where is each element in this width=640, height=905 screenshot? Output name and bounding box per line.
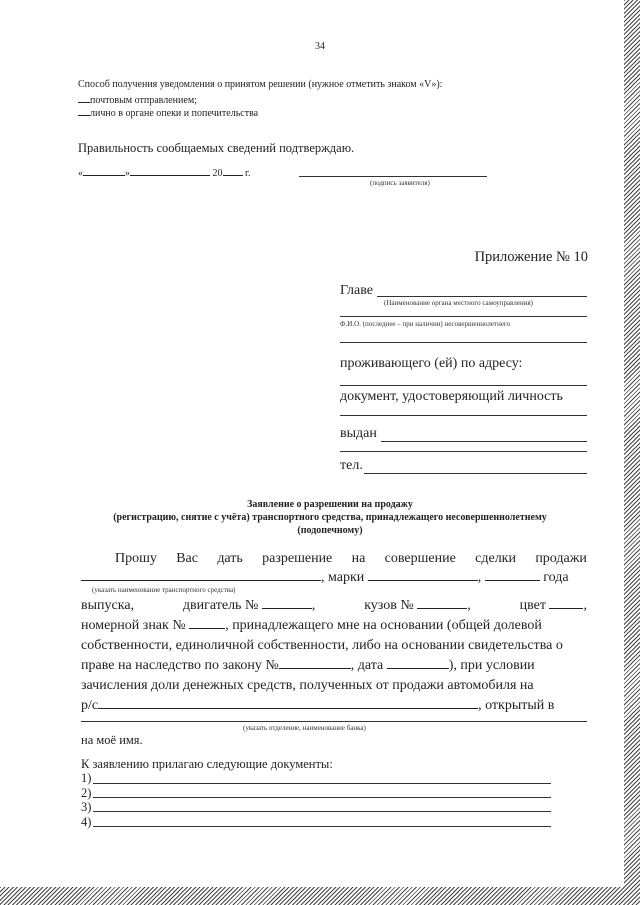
engine-label: двигатель № bbox=[182, 598, 259, 613]
body-line-5: собственности, единоличной собственности, либо на основании свидетельства о bbox=[81, 638, 563, 653]
word: продажи bbox=[535, 551, 587, 566]
phone-field[interactable] bbox=[364, 473, 587, 474]
comma: , bbox=[477, 570, 482, 585]
issued-field[interactable] bbox=[381, 441, 587, 442]
bank-hint: (указать отделение, наименование банка) bbox=[243, 724, 366, 732]
month-field[interactable] bbox=[130, 166, 210, 176]
signature-line[interactable] bbox=[299, 176, 487, 177]
ownership-text: , принадлежащего мне на основании (общей долевой bbox=[225, 618, 542, 633]
word: Прошу bbox=[115, 551, 157, 566]
inheritance-label: праве на наследство по закону № bbox=[81, 658, 279, 673]
issued-field-2[interactable] bbox=[340, 451, 587, 452]
vehicle-name-field[interactable] bbox=[81, 571, 321, 581]
attachment-4-field[interactable] bbox=[93, 826, 551, 827]
notify-option-mail[interactable] bbox=[78, 93, 197, 106]
year-made-field[interactable] bbox=[485, 571, 540, 581]
word: разрешение bbox=[262, 551, 333, 566]
plate-label: номерной знак № bbox=[81, 618, 186, 633]
attachment-4-label: 4) bbox=[81, 815, 92, 829]
marka-field[interactable] bbox=[368, 571, 478, 581]
checkbox-personal-line[interactable] bbox=[78, 106, 90, 116]
attachments-title: К заявлению прилагаю следующие документы: bbox=[81, 757, 333, 771]
page-number: 34 bbox=[315, 41, 325, 52]
year-field[interactable] bbox=[223, 166, 243, 176]
residing-label: проживающего (ей) по адресу: bbox=[340, 356, 523, 371]
word: на bbox=[351, 551, 366, 566]
statement-title: Заявление о разрешении на продажу bbox=[247, 499, 413, 510]
notify-option-personal-label: лично в органе опеки и попечительства bbox=[90, 108, 259, 119]
body-number-field[interactable] bbox=[417, 599, 467, 609]
account-field[interactable] bbox=[98, 699, 478, 709]
checkbox-mail-line[interactable] bbox=[78, 93, 90, 103]
account-label: р/с bbox=[81, 698, 99, 713]
organ-field[interactable] bbox=[377, 296, 587, 297]
my-name-text: на моё имя. bbox=[81, 733, 143, 747]
body-line-4 bbox=[81, 618, 542, 634]
color-label: цвет bbox=[519, 598, 546, 613]
organ-hint: (Наименование органа местного самоуправления) bbox=[384, 299, 534, 307]
id-document-label: документ, удостоверяющий личность bbox=[340, 389, 563, 404]
fio-hint: Ф.И.О. (последнее – при наличии) несовершеннолетнего bbox=[340, 320, 511, 328]
id-document-field[interactable] bbox=[340, 415, 587, 416]
attachment-2-label: 2) bbox=[81, 786, 92, 800]
head-label: Главе bbox=[340, 283, 373, 298]
statement-subtitle: (регистрацию, снятие с учёта) транспортного средства, принадлежащего несовершеннолетнему bbox=[113, 512, 547, 523]
vehicle-name-hint: (указать наименование транспортного средства) bbox=[92, 586, 236, 594]
signature-hint: (подпись заявителя) bbox=[370, 179, 430, 187]
address-field[interactable] bbox=[340, 385, 587, 386]
engine-field[interactable] bbox=[262, 599, 312, 609]
word: дать bbox=[217, 551, 243, 566]
fio-field[interactable] bbox=[340, 342, 587, 343]
date-label: , дата bbox=[350, 658, 384, 673]
attachment-1-label: 1) bbox=[81, 771, 92, 785]
body-line-1 bbox=[115, 551, 587, 567]
attachment-2-field[interactable] bbox=[93, 797, 551, 798]
notify-option-personal[interactable] bbox=[78, 106, 258, 119]
word: Вас bbox=[176, 551, 198, 566]
opened-in-text: , открытый в bbox=[478, 698, 555, 713]
body-line-8 bbox=[81, 698, 554, 714]
vypusk-label: выпуска, bbox=[81, 598, 135, 613]
quote-close: » bbox=[125, 168, 130, 179]
organ-field-2[interactable] bbox=[340, 316, 587, 317]
year-suffix: г. bbox=[245, 168, 251, 179]
notify-title: Способ получения уведомления о принятом решении (нужное отметить знаком «V»): bbox=[78, 79, 443, 90]
year-label: года bbox=[543, 570, 569, 585]
notify-option-mail-label: почтовым отправлением; bbox=[90, 95, 197, 106]
color-field[interactable] bbox=[549, 599, 583, 609]
attachment-3-label: 3) bbox=[81, 800, 92, 814]
day-field[interactable] bbox=[83, 166, 125, 176]
appendix-label: Приложение № 10 bbox=[474, 249, 588, 265]
phone-label: тел. bbox=[340, 458, 363, 473]
year-prefix: 20 bbox=[212, 168, 223, 179]
body-number-label: кузов № bbox=[364, 598, 414, 613]
date-field[interactable] bbox=[78, 166, 250, 179]
body-line-3: выпуска, двигатель № , кузов № , цвет , bbox=[81, 598, 587, 613]
attachment-3-field[interactable] bbox=[93, 811, 551, 812]
condition-text: ), при условии bbox=[448, 658, 535, 673]
plate-field[interactable] bbox=[189, 619, 225, 629]
issued-label: выдан bbox=[340, 426, 377, 441]
body-line-2 bbox=[81, 570, 569, 586]
inheritance-date-field[interactable] bbox=[387, 659, 449, 669]
statement-subtitle-2: (подопечному) bbox=[297, 525, 363, 536]
confirm-text: Правильность сообщаемых сведений подтверждаю. bbox=[78, 141, 355, 155]
quote-open: « bbox=[78, 168, 83, 179]
body-line-7: зачисления доли денежных средств, полученных от продажи автомобиля на bbox=[81, 678, 534, 693]
word: совершение bbox=[384, 551, 456, 566]
scan-edge-right bbox=[624, 0, 640, 905]
attachment-1-field[interactable] bbox=[93, 783, 551, 784]
inheritance-number-field[interactable] bbox=[279, 659, 351, 669]
scan-edge-bottom bbox=[0, 887, 640, 905]
marka-label: , марки bbox=[321, 570, 365, 585]
bank-field[interactable] bbox=[81, 721, 587, 722]
word: сделки bbox=[475, 551, 516, 566]
body-line-6 bbox=[81, 658, 535, 674]
